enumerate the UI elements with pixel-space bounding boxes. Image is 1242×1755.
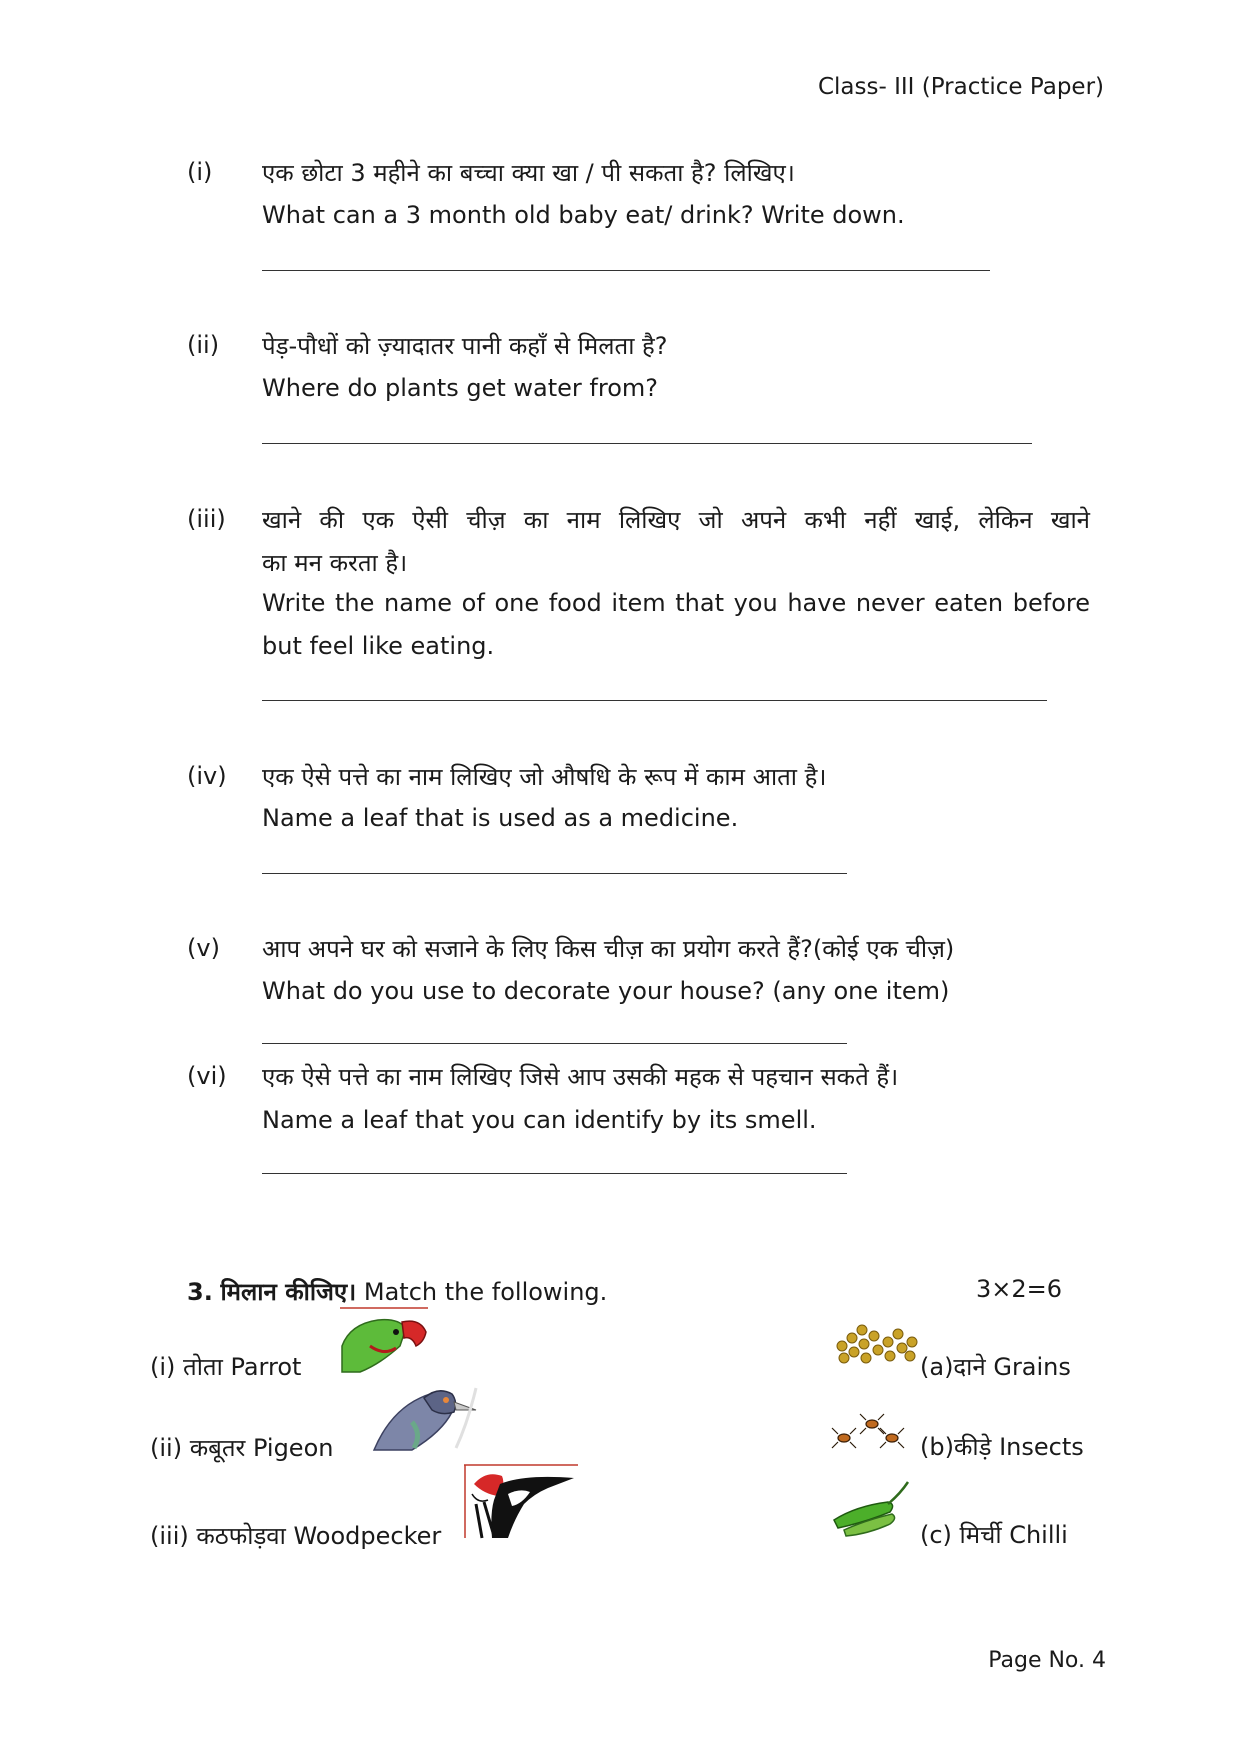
parrot-icon [340, 1306, 430, 1374]
question-number: (v) [187, 934, 220, 962]
section-title-english: Match the following. [363, 1278, 608, 1306]
match-left-item: (ii) कबूतर Pigeon [150, 1434, 334, 1462]
question-hindi: पेड़-पौधों को ज़्यादातर पानी कहाँ से मिलता है? [262, 332, 668, 360]
section-marks: 3×2=6 [976, 1275, 1063, 1303]
chilli-icon [830, 1480, 912, 1540]
page-header: Class- III (Practice Paper) [817, 74, 1104, 100]
question-number: (iv) [187, 762, 227, 790]
question-english: Name a leaf that is used as a medicine. [262, 804, 739, 832]
question-number: (iii) [187, 505, 226, 533]
answer-line[interactable] [262, 270, 990, 271]
question-hindi: एक ऐसे पत्ते का नाम लिखिए जिसे आप उसकी महक से पहचान सकते हैं। [262, 1063, 899, 1091]
match-left-item: (iii) कठफोड़वा Woodpecker [150, 1522, 442, 1550]
question-hindi-cont: का मन करता है। [262, 549, 408, 577]
question-english: Write the name of one food item that you have never eaten before [262, 589, 1090, 617]
match-right-item: (b)कीड़े Insects [920, 1433, 1084, 1461]
answer-line[interactable] [262, 1043, 847, 1044]
match-right-item: (a)दाने Grains [920, 1353, 1071, 1381]
page-number: Page No. 4 [988, 1648, 1106, 1673]
insects-icon [828, 1408, 908, 1452]
pigeon-icon [372, 1382, 482, 1452]
match-right-item: (c) मिर्ची Chilli [920, 1521, 1068, 1549]
woodpecker-icon [464, 1464, 582, 1540]
question-english: Where do plants get water from? [262, 374, 658, 402]
question-number: (i) [187, 158, 213, 186]
match-left-item: (i) तोता Parrot [150, 1353, 302, 1381]
section-number: 3. [187, 1278, 213, 1306]
answer-line[interactable] [262, 443, 1032, 444]
question-number: (vi) [187, 1062, 227, 1090]
answer-line[interactable] [262, 1173, 847, 1174]
question-english-cont: but feel like eating. [262, 632, 495, 660]
question-hindi: खाने की एक ऐसी चीज़ का नाम लिखिए जो अपने कभी नहीं खाई, लेकिन खाने [262, 506, 1090, 534]
question-english: Name a leaf that you can identify by its smell. [262, 1106, 817, 1134]
section-title [187, 1275, 607, 1308]
answer-line[interactable] [262, 873, 847, 874]
question-hindi: एक छोटा 3 महीने का बच्चा क्या खा / पी सकता है? लिखिए। [262, 159, 795, 187]
grains-icon [832, 1322, 920, 1370]
question-english: What can a 3 month old baby eat/ drink? Write down. [262, 201, 905, 229]
section-title-hindi: मिलान कीजिए। [220, 1278, 357, 1306]
question-hindi: आप अपने घर को सजाने के लिए किस चीज़ का प्रयोग करते हैं?(कोई एक चीज़) [262, 935, 955, 963]
question-number: (ii) [187, 331, 220, 359]
question-english: What do you use to decorate your house? (any one item) [262, 977, 950, 1005]
question-hindi: एक ऐसे पत्ते का नाम लिखिए जो औषधि के रूप में काम आता है। [262, 763, 827, 791]
answer-line[interactable] [262, 700, 1047, 701]
